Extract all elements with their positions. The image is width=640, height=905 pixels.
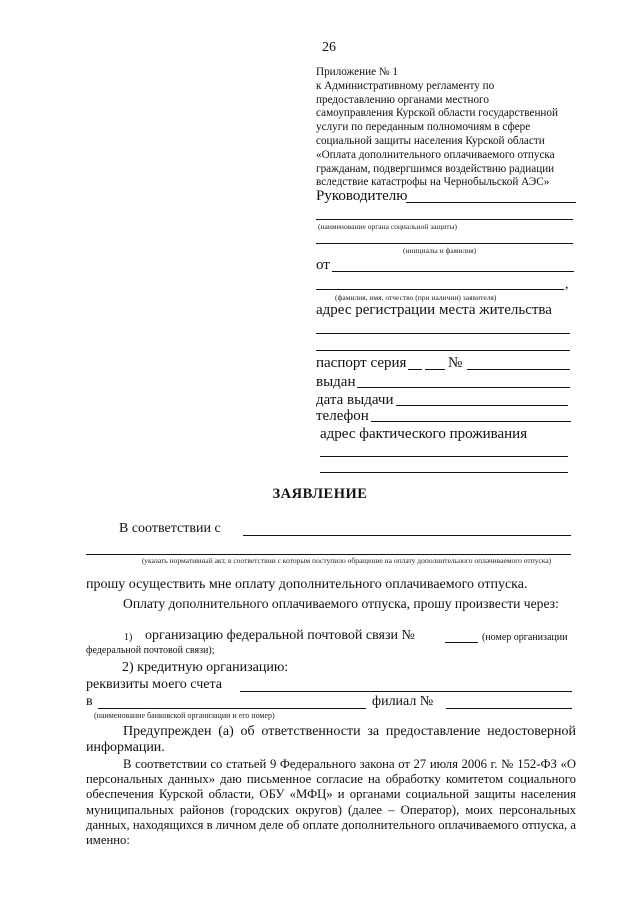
branch-number-field[interactable] (446, 708, 572, 709)
appendix-line: «Оплата дополнительного оплачиваемого отпуска (316, 148, 555, 161)
branch-label: филиал № (372, 694, 434, 709)
appendix-line: к Административному регламенту по (316, 79, 495, 92)
appendix-line: самоуправления Курской области государственной (316, 107, 558, 120)
comma: , (565, 277, 569, 292)
phone-field[interactable] (371, 421, 571, 422)
actual-address-field-2[interactable] (320, 472, 568, 473)
head-name-field[interactable] (406, 202, 576, 203)
appendix-line: гражданам, подвергшимся воздействию радиации (316, 162, 555, 175)
passport-series-field[interactable] (408, 369, 422, 370)
reg-address-field[interactable] (316, 333, 570, 334)
page-number: 26 (322, 40, 336, 55)
passport-number-sign: № (448, 355, 463, 371)
appendix-line: вследствие катастрофы на Чернобыльской АЭС» (316, 176, 550, 189)
accordance-label: В соответствии с (119, 521, 221, 536)
appendix-line: социальной защиты населения Курской области (316, 134, 545, 147)
bank-name-field[interactable] (98, 708, 366, 709)
appendix-line: услуги по переданным полномочиям в сфере (316, 121, 531, 134)
appendix-header (316, 66, 558, 190)
reg-address-field-2[interactable] (316, 350, 570, 351)
issue-date-field[interactable] (396, 405, 568, 406)
appendix-line: Приложение № 1 (316, 66, 398, 78)
actual-address-field[interactable] (320, 456, 568, 457)
from-field[interactable] (332, 271, 574, 272)
document-title: ЗАЯВЛЕНИЕ (272, 486, 368, 502)
from-label: от (316, 257, 330, 273)
option1-text: организацию федеральной почтовой связи № (145, 628, 415, 643)
option2-text: 2) кредитную организацию: (122, 660, 289, 675)
initials-caption: (инициалы и фамилия) (403, 246, 477, 255)
legal-act-field-2[interactable] (86, 554, 571, 555)
warning-text: Предупрежден (а) об ответственности за предоставление недостоверной информации. (86, 724, 576, 755)
option1-note: (номер организации (482, 632, 568, 643)
payment-via-text: Оплату дополнительного оплачиваемого отпуска, прошу произвести через: (123, 596, 559, 611)
consent-text: В соответствии со статьей 9 Федерального закона от 27 июля 2006 г. № 152-ФЗ «О персональных данных» даю письменное согласие на обработку комитетом социального обеспечения Курской области, ОБУ «МФЦ» и органами социальной защиты населения муниципальных районов (городских округов) (далее – Оператор), моих персональных данных, находящихся в личном деле об оплате дополнительного оплачиваемого отпуска, а именно: (86, 757, 576, 848)
issued-field[interactable] (357, 387, 570, 388)
passport-number-field[interactable] (467, 369, 570, 370)
reg-address-label: адрес регистрации места жительства (316, 302, 552, 318)
applicant-caption: (фамилия, имя, отчество (при наличии) заявителя) (335, 293, 497, 302)
actual-address-label: адрес фактического проживания (320, 426, 528, 442)
head-label: Руководителю (316, 188, 408, 204)
initials-field[interactable] (316, 243, 573, 244)
phone-label: телефон (316, 408, 369, 424)
passport-series-field-2[interactable] (425, 369, 445, 370)
in-label: в (86, 694, 93, 709)
issued-label: выдан (316, 374, 356, 390)
passport-label: паспорт серия (316, 355, 407, 371)
appendix-line: предоставлению органами местного (316, 93, 489, 106)
issue-date-label: дата выдачи (316, 392, 394, 408)
org-caption: (наименование органа социальной защиты) (318, 222, 458, 231)
applicant-name-field[interactable] (316, 289, 564, 290)
option1-note-continued: федеральной почтовой связи); (86, 645, 215, 656)
account-label: реквизиты моего счета (86, 677, 222, 692)
post-office-number-field[interactable] (445, 642, 478, 643)
request-text: прошу осуществить мне оплату дополнительного оплачиваемого отпуска. (86, 577, 528, 592)
legal-act-field[interactable] (243, 535, 571, 536)
bank-caption: (наименование банковской организации и его номер) (94, 711, 275, 720)
legal-act-caption: (указать нормативный акт, в соответствии с которым поступило обращение на оплату дополнительного оплачиваемого отпуска) (141, 556, 552, 565)
option1-number: 1) (124, 632, 133, 643)
account-field[interactable] (240, 691, 572, 692)
org-name-field[interactable] (316, 219, 573, 220)
